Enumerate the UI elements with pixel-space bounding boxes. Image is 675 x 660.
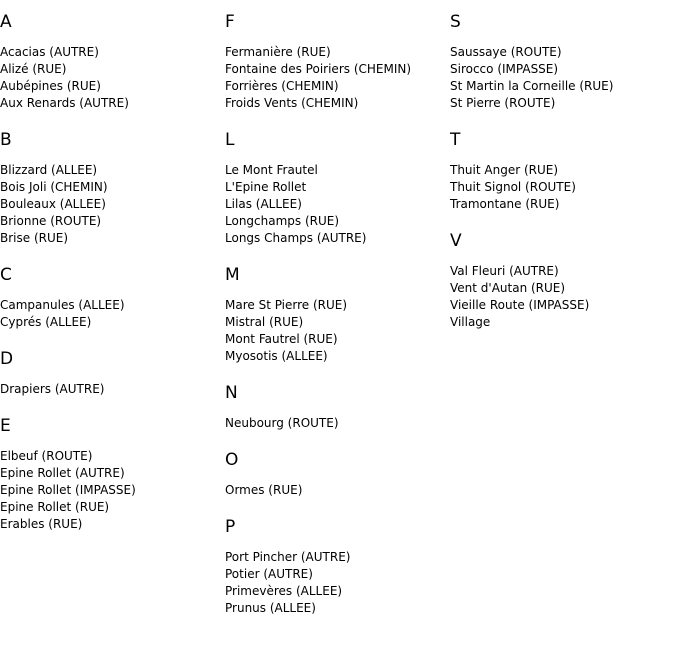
street-list: [225, 44, 450, 112]
street-link[interactable]: Longs Champs (AUTRE): [225, 231, 367, 245]
letter-heading: M: [225, 265, 240, 285]
street-link[interactable]: Drapiers (AUTRE): [0, 382, 105, 396]
letter-group: [225, 517, 450, 617]
street-link[interactable]: Thuit Signol (ROUTE): [450, 180, 576, 194]
street-link[interactable]: Saussaye (ROUTE): [450, 45, 562, 59]
street-list: [450, 263, 675, 331]
street-link[interactable]: Erables (RUE): [0, 517, 83, 531]
street-link[interactable]: Epine Rollet (AUTRE): [0, 466, 125, 480]
street-link[interactable]: Thuit Anger (RUE): [450, 163, 559, 177]
street-link[interactable]: Aubépines (RUE): [0, 79, 101, 93]
letter-heading: C: [0, 265, 12, 285]
street-link[interactable]: Campanules (ALLEE): [0, 298, 125, 312]
street-link[interactable]: Prunus (ALLEE): [225, 601, 316, 615]
letter-group: [0, 265, 225, 331]
street-list: [0, 448, 225, 533]
street-link[interactable]: Bois Joli (CHEMIN): [0, 180, 108, 194]
street-link[interactable]: Epine Rollet (RUE): [0, 500, 110, 514]
street-link[interactable]: Bouleaux (ALLEE): [0, 197, 106, 211]
letter-heading: L: [225, 130, 235, 150]
street-list: [0, 297, 225, 331]
street-link[interactable]: Village: [450, 315, 491, 329]
street-index-column-3: [450, 12, 675, 349]
street-link[interactable]: Vent d'Autan (RUE): [450, 281, 566, 295]
street-list: [0, 381, 225, 398]
street-link[interactable]: Sirocco (IMPASSE): [450, 62, 559, 76]
letter-group: [0, 130, 225, 247]
street-link[interactable]: Elbeuf (ROUTE): [0, 449, 93, 463]
letter-group: [225, 383, 450, 432]
street-list: [0, 162, 225, 247]
street-list: [450, 162, 675, 213]
street-link[interactable]: Mare St Pierre (RUE): [225, 298, 348, 312]
letter-group: [0, 416, 225, 533]
letter-group: [450, 12, 675, 112]
street-link[interactable]: St Martin la Corneille (RUE): [450, 79, 614, 93]
street-link[interactable]: Mistral (RUE): [225, 315, 304, 329]
letter-heading: V: [450, 231, 462, 251]
street-link[interactable]: Neubourg (ROUTE): [225, 416, 339, 430]
street-list: [450, 44, 675, 112]
street-link[interactable]: Epine Rollet (IMPASSE): [0, 483, 136, 497]
letter-heading: S: [450, 12, 461, 32]
street-link[interactable]: Val Fleuri (AUTRE): [450, 264, 559, 278]
letter-group: [225, 450, 450, 499]
street-link[interactable]: Brionne (ROUTE): [0, 214, 102, 228]
letter-heading: N: [225, 383, 238, 403]
letter-group: [0, 349, 225, 398]
street-link[interactable]: Fontaine des Poiriers (CHEMIN): [225, 62, 412, 76]
street-link[interactable]: Primevères (ALLEE): [225, 584, 343, 598]
letter-group: [450, 130, 675, 213]
street-link[interactable]: Longchamps (RUE): [225, 214, 340, 228]
street-link[interactable]: Blizzard (ALLEE): [0, 163, 98, 177]
street-link[interactable]: Myosotis (ALLEE): [225, 349, 328, 363]
street-link[interactable]: Cyprés (ALLEE): [0, 315, 92, 329]
letter-heading: O: [225, 450, 239, 470]
street-link[interactable]: Mont Fautrel (RUE): [225, 332, 338, 346]
street-link[interactable]: Port Pincher (AUTRE): [225, 550, 351, 564]
street-link[interactable]: Potier (AUTRE): [225, 567, 313, 581]
street-link[interactable]: Aux Renards (AUTRE): [0, 96, 129, 110]
letter-group: [0, 12, 225, 112]
street-list: [225, 549, 450, 617]
street-list: [0, 44, 225, 112]
street-list: [225, 297, 450, 365]
letter-group: [225, 12, 450, 112]
street-link[interactable]: Brise (RUE): [0, 231, 69, 245]
street-link[interactable]: Le Mont Frautel: [225, 163, 318, 177]
letter-heading: D: [0, 349, 14, 369]
letter-heading: A: [0, 12, 12, 32]
street-link[interactable]: Lilas (ALLEE): [225, 197, 302, 211]
letter-heading: E: [0, 416, 11, 436]
street-link[interactable]: Alizé (RUE): [0, 62, 67, 76]
street-link[interactable]: Fermanière (RUE): [225, 45, 331, 59]
street-index-column-2: [225, 12, 450, 635]
letter-group: [225, 265, 450, 365]
street-link[interactable]: Ormes (RUE): [225, 483, 303, 497]
street-link[interactable]: Tramontane (RUE): [450, 197, 560, 211]
street-list: [225, 415, 450, 432]
letter-group: [450, 231, 675, 331]
letter-heading: B: [0, 130, 12, 150]
street-index-column-1: [0, 12, 225, 551]
letter-heading: P: [225, 517, 236, 537]
street-list: [225, 162, 450, 247]
street-link[interactable]: St Pierre (ROUTE): [450, 96, 556, 110]
street-link[interactable]: Acacias (AUTRE): [0, 45, 99, 59]
street-list: [225, 482, 450, 499]
letter-heading: T: [450, 130, 461, 150]
letter-heading: F: [225, 12, 235, 32]
street-link[interactable]: Froids Vents (CHEMIN): [225, 96, 359, 110]
street-link[interactable]: L'Epine Rollet: [225, 180, 307, 194]
street-link[interactable]: Forrières (CHEMIN): [225, 79, 339, 93]
street-link[interactable]: Vieille Route (IMPASSE): [450, 298, 590, 312]
letter-group: [225, 130, 450, 247]
